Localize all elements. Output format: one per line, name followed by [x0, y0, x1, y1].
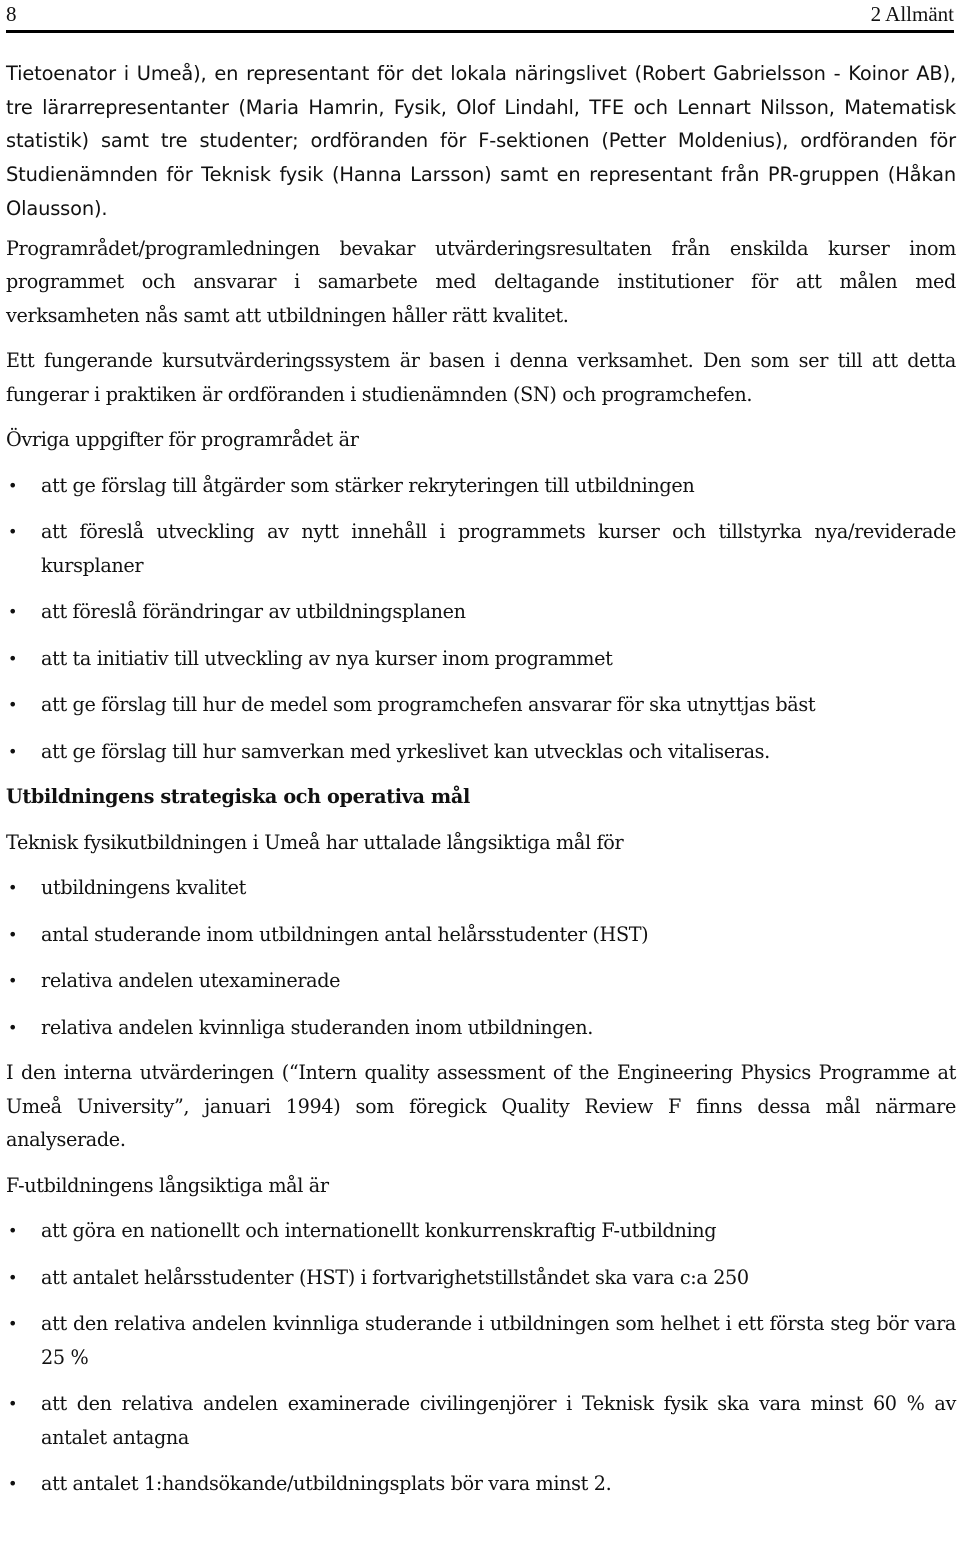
bullet-icon: • [8, 475, 18, 495]
bullet-icon: • [8, 1394, 18, 1414]
section-title: 2 Allmänt [870, 2, 954, 26]
page-header [6, 0, 954, 33]
paragraph-program-council: Programrådet/programledningen bevakar utvärderingsresultaten från enskilda kurser inom programmet och ansvarar i samarbete med deltagande institutioner för att målen med verksamheten nås samt att utbildningen håller rätt kvalitet. [6, 236, 956, 327]
list-item: • utbildningens kvalitet [6, 871, 956, 905]
paragraph-evaluation-system: Ett fungerande kursutvärderingssystem är basen i denna verksamhet. Den som ser till att detta fungerar i praktiken är ordföranden i studienämnden (SN) och programchefen. [6, 349, 956, 406]
page-number: 8 [6, 2, 17, 26]
page-body [6, 57, 956, 1501]
bullet-icon: • [8, 1267, 18, 1287]
list-item: • antal studerande inom utbildningen antal helårsstudenter (HST) [6, 918, 956, 952]
list-item: • att föreslå utveckling av nytt innehåll i programmets kurser och tillstyrka nya/reviderade kursplaner [6, 515, 956, 582]
bullet-icon: • [8, 1474, 18, 1494]
list-item: • att ge förslag till åtgärder som stärker rekryteringen till utbildningen [6, 469, 956, 503]
bullet-icon: • [8, 971, 18, 991]
list-item: • relativa andelen kvinnliga studeranden inom utbildningen. [6, 1011, 956, 1045]
list-item: • att den relativa andelen kvinnliga studerande i utbildningen som helhet i ett första steg bör vara 25 % [6, 1307, 956, 1374]
list-item: • att ge förslag till hur de medel som programchefen ansvarar för ska utnyttjas bäst [6, 688, 956, 722]
paragraph-longterm-goals-intro: F-utbildningens långsiktiga mål är [6, 1173, 329, 1197]
bullet-icon: • [8, 648, 18, 668]
bullet-icon: • [8, 522, 18, 542]
bullet-icon: • [8, 1314, 18, 1334]
bullet-icon: • [8, 741, 18, 761]
list-item: • att antalet helårsstudenter (HST) i fortvarighetstillståndet ska vara c:a 250 [6, 1261, 956, 1295]
list-item: • att föreslå förändringar av utbildningsplanen [6, 595, 956, 629]
list-item: • att göra en nationellt och internationellt konkurrenskraftig F-utbildning [6, 1214, 956, 1248]
bullet-icon: • [8, 695, 18, 715]
list-other-tasks [6, 469, 956, 769]
bullet-icon: • [8, 602, 18, 622]
list-item: • att antalet 1:handsökande/utbildningsplats bör vara minst 2. [6, 1467, 956, 1501]
section-heading: Utbildningens strategiska och operativa mål [6, 785, 470, 809]
paragraph-internal-evaluation: I den interna utvärderingen (“Intern quality assessment of the Engineering Physics Programme at Umeå University”, januari 1994) som föregick Quality Review F finns dessa mål närmare analyserade. [6, 1061, 956, 1152]
list-item: • att ge förslag till hur samverkan med yrkeslivet kan utvecklas och vitaliseras. [6, 735, 956, 769]
list-longterm-goals [6, 1214, 956, 1501]
paragraph-goals-intro: Teknisk fysikutbildningen i Umeå har uttalade långsiktiga mål för [6, 830, 624, 854]
list-goal-areas [6, 871, 956, 1044]
bullet-icon: • [8, 1221, 18, 1241]
bullet-icon: • [8, 1017, 18, 1037]
paragraph-council-members: Tietoenator i Umeå), en representant för det lokala näringslivet (Robert Gabrielsson - Koinor AB), tre lärarrepresentanter (Maria Hamrin, Fysik, Olof Lindahl, TFE och Lennart Nilsson, Matematisk statistik) samt tre studenter; ordföranden för F-sektionen (Petter Moldenius), ordföranden för Studienämnden för Teknisk fysik (Hanna Larsson) samt en representant från PR-gruppen (Håkan Olausson). [6, 62, 956, 220]
list-item: • att ta initiativ till utveckling av nya kurser inom programmet [6, 642, 956, 676]
list-item: • relativa andelen utexaminerade [6, 964, 956, 998]
paragraph-other-tasks-intro: Övriga uppgifter för programrådet är [6, 428, 359, 452]
bullet-icon: • [8, 878, 18, 898]
list-item: • att den relativa andelen examinerade civilingenjörer i Teknisk fysik ska vara minst 60 % av antalet antagna [6, 1387, 956, 1454]
bullet-icon: • [8, 924, 18, 944]
